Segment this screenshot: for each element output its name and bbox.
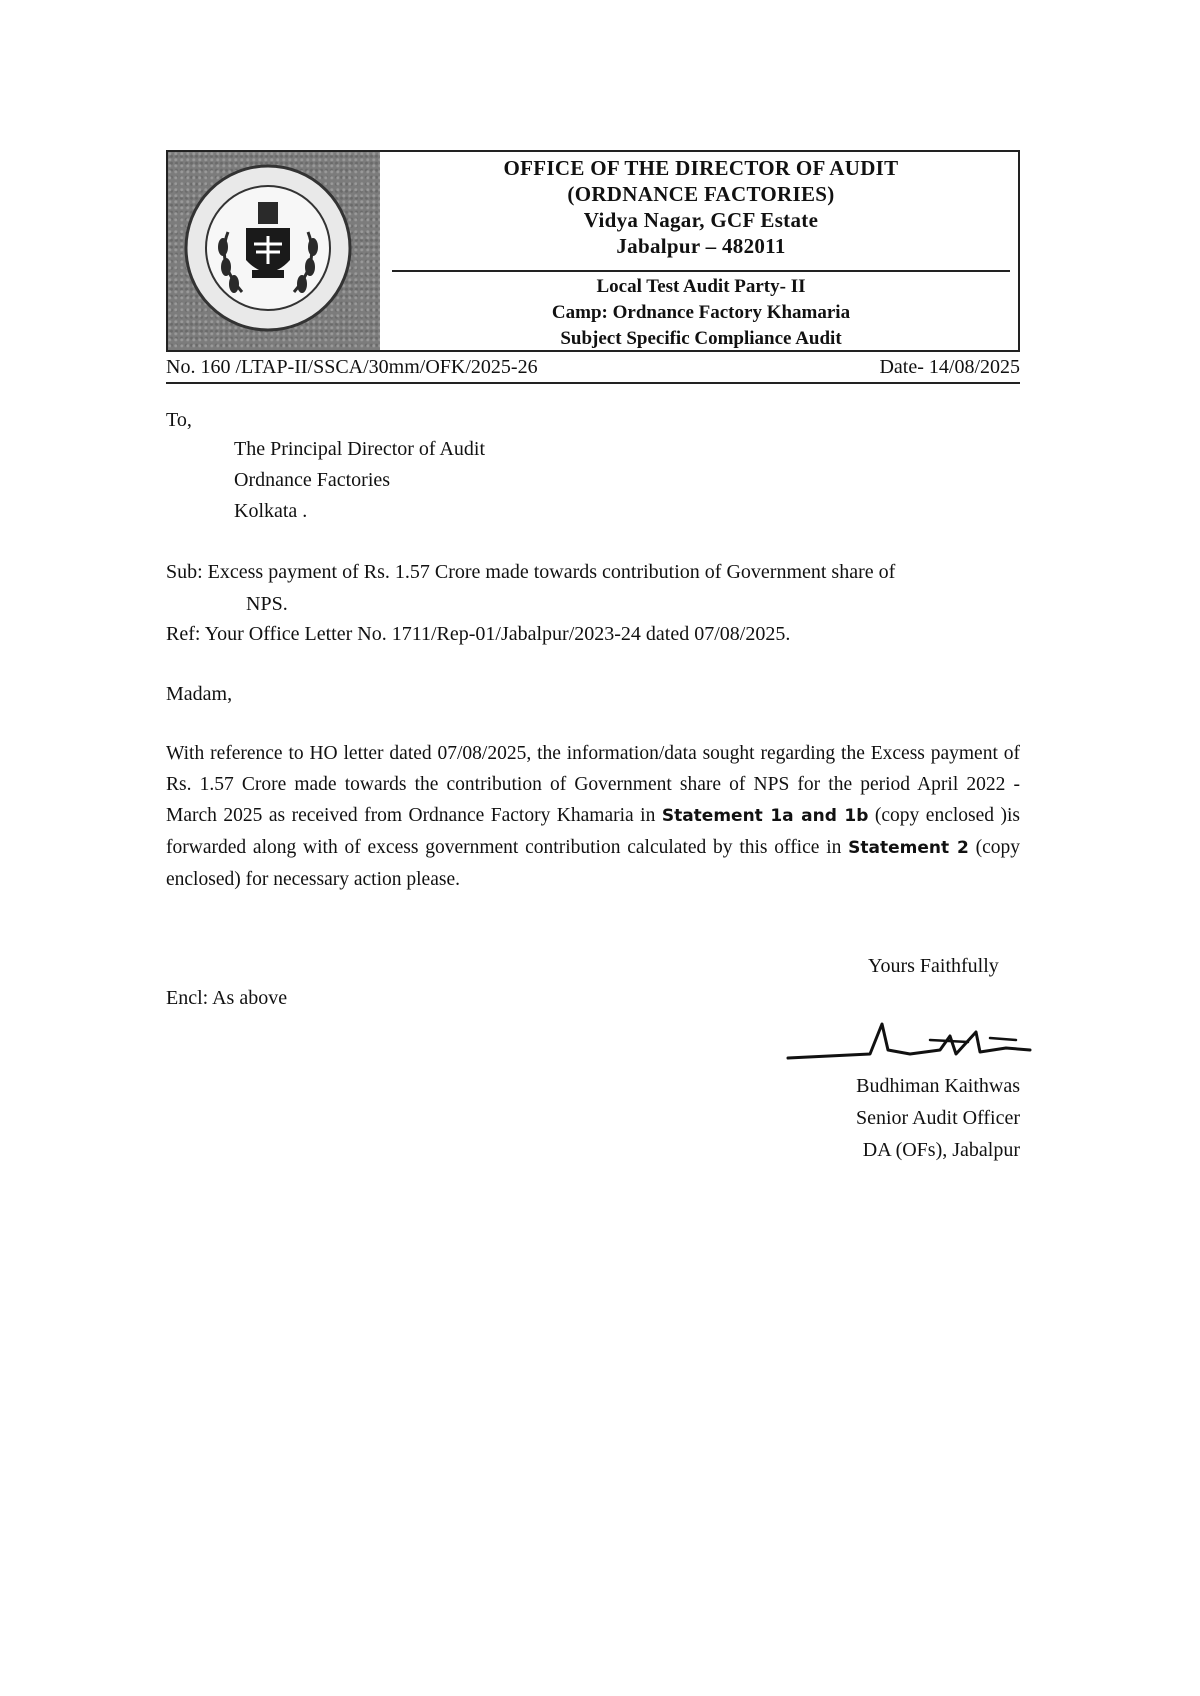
address-line: Ordnance Factories [234,469,391,491]
reference-text: Ref: Your Office Letter No. 1711/Rep-01/Jabalpur/2023-24 dated 07/08/2025. [166,623,791,645]
body-paragraph [166,738,1020,895]
recipient-address [234,434,485,527]
statement-reference: Statement 2 [848,838,969,858]
letter-date: Date- 14/08/2025 [879,356,1020,378]
body-text: With reference to HO letter dated 07/08/2025, the information/data sought regarding the Excess payment of Rs. 1.57 Crore made towards the contribution of Government share of NPS for the period April 2022 - March 2025 as received from Ordnance Factory Khamaria in [166,743,1020,826]
subject-line-continued: NPS. [246,593,288,615]
office-line: OFFICE OF THE DIRECTOR OF AUDIT [503,156,899,180]
party-line: Subject Specific Compliance Audit [560,328,842,349]
signatory-block [856,1070,1020,1166]
subject-line: Sub: Excess payment of Rs. 1.57 Crore made towards contribution of Government share of [166,561,896,583]
address-line: Kolkata . [234,500,308,522]
office-title [380,152,1022,259]
signatory-name: Budhiman Kaithwas [856,1075,1020,1097]
letter-number: No. 160 /LTAP-II/SSCA/30mm/OFK/2025-26 [166,356,538,378]
letterhead [166,150,1020,352]
body-text: (copy enclosed )is forwarded along with of excess government contribution calculated by this office in [166,805,1020,858]
address-line: The Principal Director of Audit [234,438,486,460]
party-line: Camp: Ordnance Factory Khamaria [551,302,851,323]
enclosure-note: Encl: As above [166,987,288,1009]
closing: Yours Faithfully [868,955,999,977]
to-label: To, [166,409,192,431]
reference-line [166,356,1020,384]
signatory-office: DA (OFs), Jabalpur [862,1139,1020,1161]
signature [780,1010,1060,1066]
office-line: Vidya Nagar, GCF Estate [583,208,819,232]
office-line: (ORDNANCE FACTORIES) [567,182,835,206]
audit-party-block [380,274,1022,352]
statement-reference: Statement 1a and 1b [661,806,869,826]
office-line: Jabalpur – 482011 [616,234,786,258]
audit-emblem-icon [168,152,380,350]
greeting: Madam, [166,683,233,705]
party-line: Local Test Audit Party- II [596,276,806,297]
signatory-designation: Senior Audit Officer [855,1107,1020,1129]
body-text: (copy enclosed) for necessary action please. [166,837,1021,890]
divider [392,270,1010,272]
